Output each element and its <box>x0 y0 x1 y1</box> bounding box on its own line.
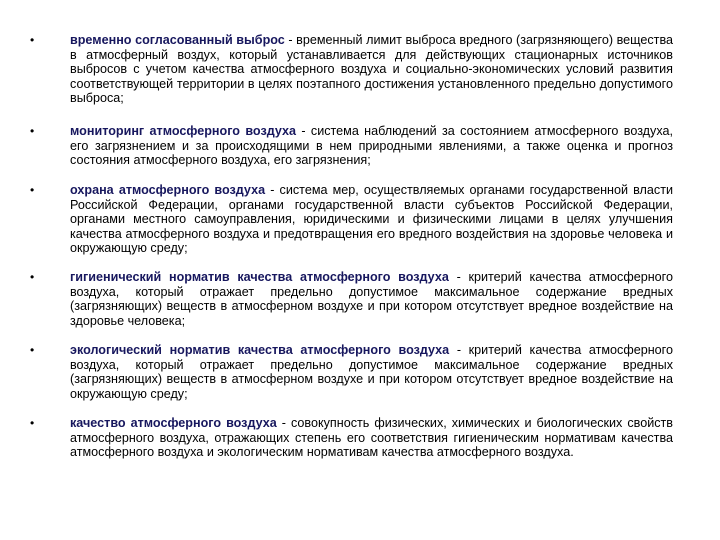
definition-item <box>30 343 673 401</box>
definition-text: - система наблюдений за состоянием атмосферного воздуха, его загрязнением и за происходящими в нем природными явлениями, а также оценка и прогноз состояния атмосферного воздуха, его загрязнения; <box>70 124 673 168</box>
definition-term: экологический норматив качества атмосферного воздуха <box>70 343 450 357</box>
definition-term: качество атмосферного воздуха <box>70 416 277 430</box>
bullet: • <box>30 33 35 47</box>
definition-item <box>30 416 673 460</box>
definition-item <box>30 33 673 106</box>
definition-text: - критерий качества атмосферного воздуха, который отражает предельно допустимое максимальное содержание вредных (загрязняющих) веществ в атмосферном воздухе и при котором отсутствует вредное воздействие на здоровье человека; <box>70 270 673 328</box>
definition-term: мониторинг атмосферного воздуха <box>70 124 297 138</box>
definition-text: - система мер, осуществляемых органами государственной власти Российской Федерации, органами государственной власти субъектов Российской Федерации, органами местного самоуправления, юридическими и физическими лицами в целях улучшения качества атмосферного воздуха и предотвращения его вредного воздействия на здоровье человека и окружающую среду; <box>70 183 674 256</box>
definition-term: гигиенический норматив качества атмосферного воздуха <box>70 270 449 284</box>
bullet: • <box>30 124 35 138</box>
definition-text: - временный лимит выброса вредного (загрязняющего) вещества в атмосферный воздух, который устанавливается для действующих стационарных источников выбросов с учетом качества атмосферного воздуха и социально-экономических условий развития соответствующей территории в целях поэтапного достижения установленного предельно допустимого выброса; <box>70 33 673 106</box>
bullet: • <box>30 416 35 430</box>
bullet: • <box>30 270 35 284</box>
definition-text: - критерий качества атмосферного воздуха, который отражает предельно допустимое максимальное содержание вредных (загрязняющих) веществ в атмосферном воздухе и при котором отсутствует вредное воздействие на окружающую среду; <box>70 343 673 401</box>
bullet: • <box>30 343 35 357</box>
bullet: • <box>30 183 35 197</box>
definition-item <box>30 124 673 168</box>
definition-term: охрана атмосферного воздуха <box>70 183 266 197</box>
definition-item <box>30 270 673 328</box>
definition-text: - совокупность физических, химических и биологических свойств атмосферного воздуха, отражающих степень его соответствия гигиеническим нормативам качества атмосферного воздуха и экологическим нормативам качества атмосферного воздуха. <box>70 416 673 460</box>
definition-item <box>30 183 674 256</box>
definition-term: временно согласованный выброс <box>70 33 285 47</box>
